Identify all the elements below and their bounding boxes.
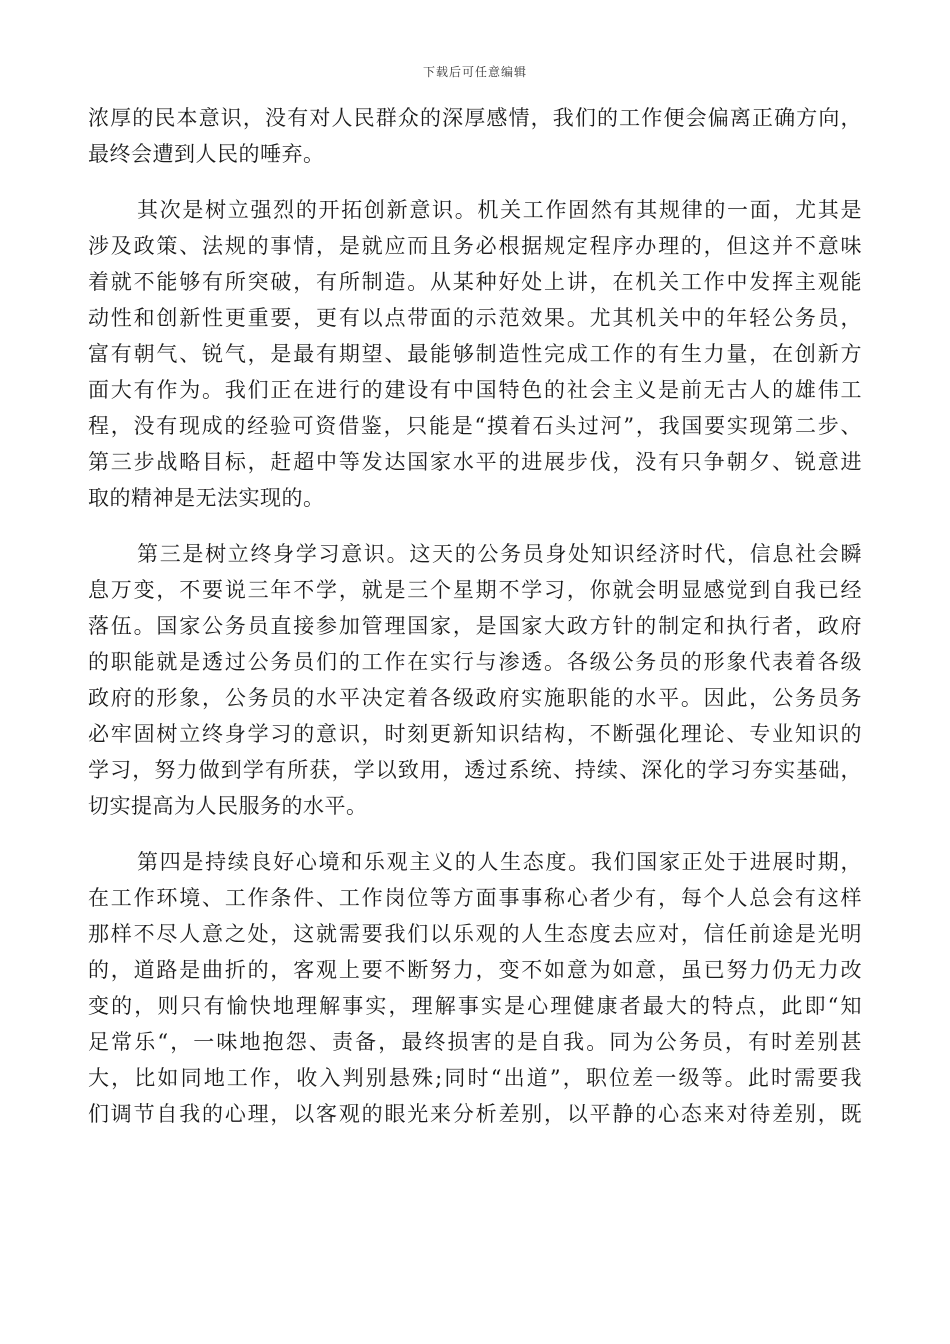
text-line: 程，没有现成的经验可资借鉴，只能是“摸着石头过河”，我国要实现第二步、 xyxy=(88,414,862,438)
text-line: 第四是持续良好心境和乐观主义的人生态度。我们国家正处于进展时期， xyxy=(137,850,862,874)
text-line: 富有朝气、锐气，是最有期望、最能够制造性完成工作的有生力量，在创新方 xyxy=(88,342,862,366)
text-line: 最终会遭到人民的唾弃。 xyxy=(88,142,325,166)
text-line: 变的，则只有愉快地理解事实，理解事实是心理健康者最大的特点，此即“知 xyxy=(88,994,862,1018)
text-line: 的职能就是透过公务员们的工作在实行与渗透。各级公务员的形象代表着各级 xyxy=(88,650,862,674)
text-line: 们调节自我的心理，以客观的眼光来分析差别，以平静的心态来对待差别，既 xyxy=(88,1102,862,1126)
text-line: 动性和创新性更重要，更有以点带面的示范效果。尤其机关中的年轻公务员， xyxy=(88,306,862,330)
text-line: 在工作环境、工作条件、工作岗位等方面事事称心者少有，每个人总会有这样 xyxy=(88,886,862,910)
text-line: 取的精神是无法实现的。 xyxy=(88,486,325,510)
text-line: 涉及政策、法规的事情，是就应而且务必根据规定程序办理的，但这并不意味 xyxy=(88,234,862,258)
text-line: 的，道路是曲折的，客观上要不断努力，变不如意为如意，虽已努力仍无力改 xyxy=(88,958,862,982)
text-line: 那样不尽人意之处，这就需要我们以乐观的人生态度去应对，信任前途是光明 xyxy=(88,922,862,946)
text-line: 切实提高为人民服务的水平。 xyxy=(88,794,368,818)
text-line: 学习，努力做到学有所获，学以致用，透过系统、持续、深化的学习夯实基础， xyxy=(88,758,862,782)
page-header: 下载后可任意编辑 xyxy=(422,65,527,79)
document-body xyxy=(88,100,862,1152)
text-line: 足常乐“，一味地抱怨、责备，最终损害的是自我。同为公务员，有时差别甚 xyxy=(88,1030,862,1054)
paragraph-3 xyxy=(88,536,862,824)
text-line: 浓厚的民本意识，没有对人民群众的深厚感情，我们的工作便会偏离正确方向， xyxy=(88,106,862,130)
text-line: 其次是树立强烈的开拓创新意识。机关工作固然有其规律的一面，尤其是 xyxy=(137,198,862,222)
text-line: 落伍。国家公务员直接参加管理国家，是国家大政方针的制定和执行者，政府 xyxy=(88,614,862,638)
paragraph-1 xyxy=(88,100,862,172)
paragraph-2 xyxy=(88,192,862,516)
text-line: 第三是树立终身学习意识。这天的公务员身处知识经济时代，信息社会瞬 xyxy=(137,542,862,566)
text-line: 大，比如同地工作，收入判别悬殊;同时“出道”，职位差一级等。此时需要我 xyxy=(88,1066,862,1090)
paragraph-4 xyxy=(88,844,862,1132)
text-line: 政府的形象，公务员的水平决定着各级政府实施职能的水平。因此，公务员务 xyxy=(88,686,862,710)
text-line: 着就不能够有所突破，有所制造。从某种好处上讲，在机关工作中发挥主观能 xyxy=(88,270,862,294)
text-line: 必牢固树立终身学习的意识，时刻更新知识结构，不断强化理论、专业知识的 xyxy=(88,722,862,746)
text-line: 第三步战略目标，赶超中等发达国家水平的进展步伐，没有只争朝夕、锐意进 xyxy=(88,450,862,474)
text-line: 息万变，不要说三年不学，就是三个星期不学习，你就会明显感觉到自我已经 xyxy=(88,578,862,602)
text-line: 面大有作为。我们正在进行的建设有中国特色的社会主义是前无古人的雄伟工 xyxy=(88,378,862,402)
